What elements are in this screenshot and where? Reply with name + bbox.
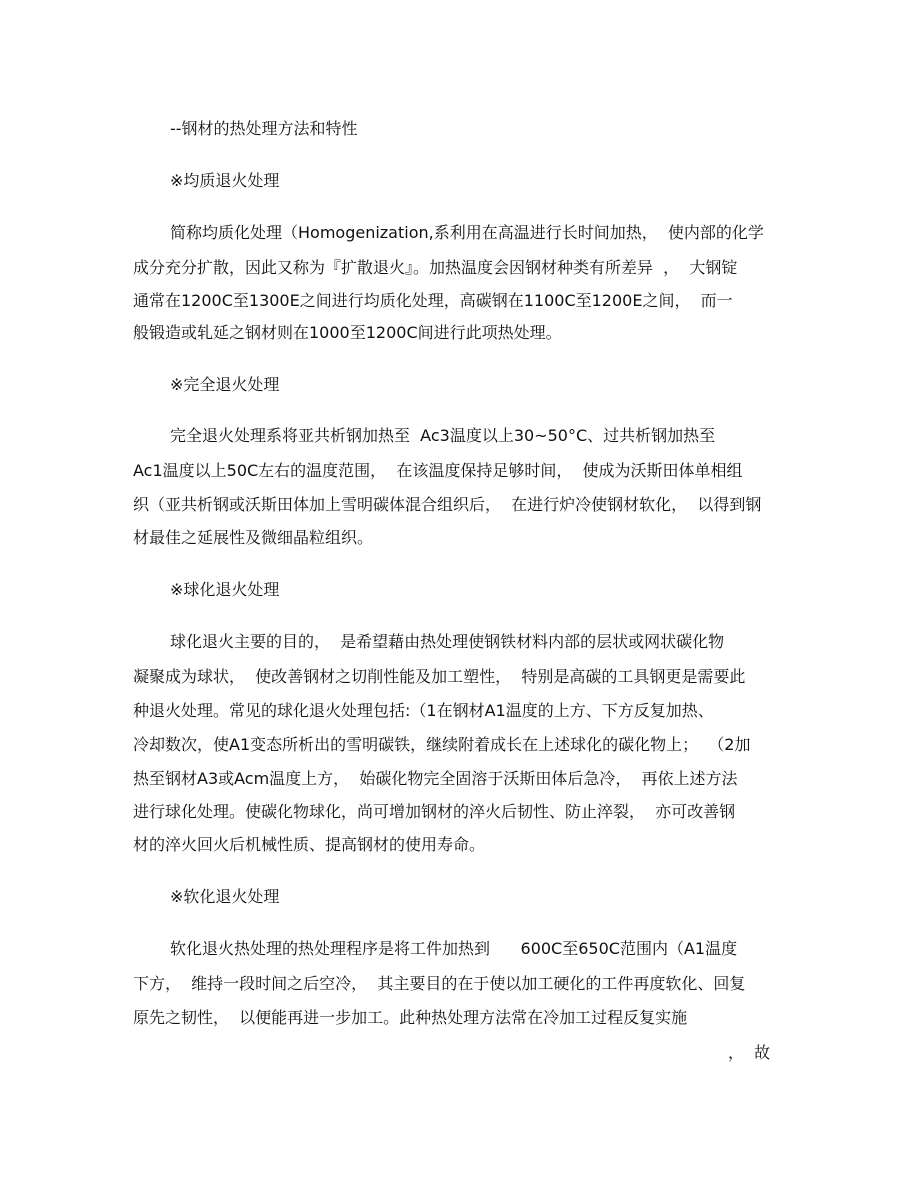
paragraph-line: 般锻造或轧延之钢材则在1000至1200C间进行此项热处理。 (133, 323, 562, 342)
paragraph-line: 原先之韧性， 以便能再进一步加工。此种热处理方法常在冷加工过程反复实施 (133, 1008, 688, 1027)
section-heading: ※球化退火处理 (170, 580, 280, 599)
paragraph-line: 简称均质化处理（Homogenization,系利用在高温进行长时间加热， 使内部的化学 (170, 223, 764, 242)
paragraph-line: 通常在1200C至1300E之间进行均质化处理，高碳钢在1100C至1200E之间， 而一 (133, 291, 733, 310)
paragraph-line: 成分充分扩散，因此又称为『扩散退火』。加热温度会因钢材种类有所差异 ， 大钢锭 (133, 258, 738, 277)
paragraph-line: 凝聚成为球状， 使改善钢材之切削性能及加工塑性， 特别是高碳的工具钢更是需要此 (133, 667, 746, 686)
paragraph-line: 种退火处理。常见的球化退火处理包括:（1在钢材A1温度的上方、下方反复加热、 (133, 701, 714, 720)
paragraph-line: 软化退火热处理的热处理程序是将工件加热到 600C至650C范围内（A1温度 (170, 939, 738, 958)
paragraph-line: 下方， 维持一段时间之后空冷， 其主要目的在于使以加工硬化的工件再度软化、回复 (133, 974, 746, 993)
paragraph-line: 冷却数次，使A1变态所析出的雪明碳铁，继续附着成长在上述球化的碳化物上； （2加 (133, 735, 751, 754)
paragraph-line: ， 故 (728, 1043, 771, 1062)
paragraph-line: 进行球化处理。使碳化物球化，尚可增加钢材的淬火后韧性、防止淬裂， 亦可改善钢 (133, 802, 736, 821)
section-heading: ※软化退火处理 (170, 887, 280, 906)
section-heading: ※完全退火处理 (170, 375, 280, 394)
paragraph-line: 完全退火处理系将亚共析钢加热至 Ac3温度以上30~50°C、过共析钢加热至 (170, 426, 716, 445)
section-heading: ※均质退火处理 (170, 171, 280, 190)
paragraph-line: 球化退火主要的目的， 是希望藉由热处理使钢铁材料内部的层状或网状碳化物 (170, 632, 725, 651)
paragraph-line: 热至钢材A3或Acm温度上方， 始碳化物完全固溶于沃斯田体后急冷， 再依上述方法 (133, 769, 738, 788)
paragraph-line: 材的淬火回火后机械性质、提高钢材的使用寿命。 (133, 835, 486, 854)
paragraph-line: 材最佳之延展性及微细晶粒组织。 (133, 528, 374, 547)
document-title: --钢材的热处理方法和特性 (170, 119, 358, 138)
paragraph-line: 织（亚共析钢或沃斯田体加上雪明碳体混合组织后， 在进行炉冷使钢材软化， 以得到钢 (133, 495, 762, 514)
paragraph-line: Ac1温度以上50C左右的温度范围， 在该温度保持足够时间， 使成为沃斯田体单相组 (133, 461, 743, 480)
